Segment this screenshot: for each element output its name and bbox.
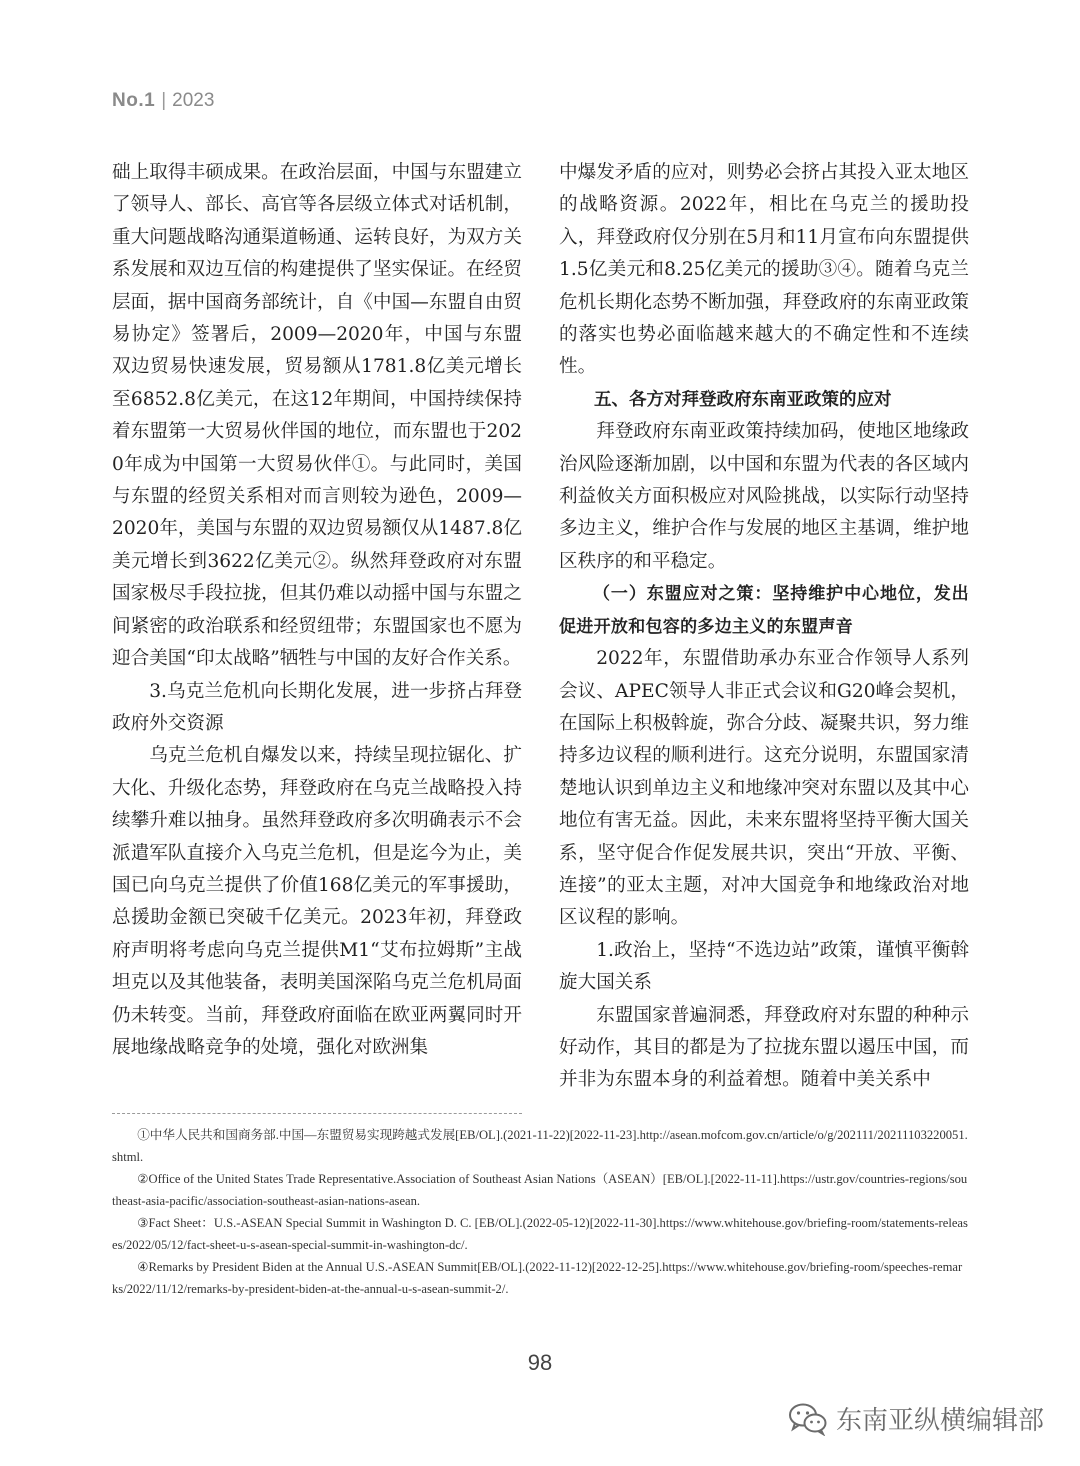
- header-separator: |: [161, 90, 167, 111]
- footnote: ②Office of the United States Trade Representative.Association of Southeast Asian Nations（ASEAN）[EB/OL].[2022-11-11].https://ustr.gov/countries-regions/southeast-asia-pacific/association-southeast-asian-nations-asean.: [112, 1172, 968, 1208]
- subsection-heading: （一）东盟应对之策：坚持维护中心地位，发出促进开放和包容的多边主义的东盟声音: [559, 584, 969, 637]
- section-subheading: 1.政治上，坚持“不选边站”政策，谨慎平衡斡旋大国关系: [559, 939, 969, 994]
- footnote: ③Fact Sheet：U.S.-ASEAN Special Summit in Washington D. C. [EB/OL].(2022-05-12)[2022-11-30].https://www.whitehouse.gov/briefing-room/statements-releases/2022/05/12/fact-sheet-u-s-asean-special-summit-in-washington-dc/.: [112, 1216, 968, 1252]
- footnote: ①中华人民共和国商务部.中国—东盟贸易实现跨越式发展[EB/OL].(2021-11-22)[2022-11-23].http://asean.mofcom.gov.cn/article/o/g/202111/20211103220051.shtml.: [112, 1128, 968, 1164]
- watermark-text: 东南亚纵横编辑部: [835, 1406, 1044, 1436]
- paragraph: 东盟国家普遍洞悉，拜登政府对东盟的种种示好动作，其目的都是为了拉拢东盟以遏压中国，而并非为东盟本身的利益着想。随着中美关系中: [559, 1004, 969, 1091]
- footnote-divider: [112, 1113, 522, 1114]
- page-number: 98: [527, 1350, 553, 1375]
- issue-year: 2023: [172, 90, 215, 111]
- right-column: [559, 157, 969, 1097]
- watermark: [788, 1400, 1044, 1437]
- paragraph: 础上取得丰硕成果。在政治层面，中国与东盟建立了领导人、部长、高官等各层级立体式对话机制，重大问题战略沟通渠道畅通、运转良好，为双方关系发展和双边互信的构建提供了坚实保证。在经贸层面，据中国商务部统计，自《中国—东盟自由贸易协定》签署后，2009—2020年，中国与东盟双边贸易快速发展，贸易额从1781.8亿美元增长至6852.8亿美元，在这12年期间，中国持续保持着东盟第一大贸易伙伴国的地位，而东盟也于2020年成为中国第一大贸易伙伴①。与此同时，美国与东盟的经贸关系相对而言则较为逊色，2009—2020年，美国与东盟的双边贸易额仅从1487.8亿美元增长到3622亿美元②。纵然拜登政府对东盟国家极尽手段拉拢，但其仍难以动摇中国与东盟之间紧密的政治联系和经贸纽带；东盟国家也不愿为迎合美国“印太战略”牺牲与中国的友好合作关系。: [112, 162, 522, 670]
- section-subheading: 3.乌克兰危机向长期化发展，进一步挤占拜登政府外交资源: [112, 680, 522, 734]
- journal-header: [112, 90, 214, 112]
- footnotes: [112, 1124, 968, 1300]
- paragraph: 2022年，东盟借助承办东亚合作领导人系列会议、APEC领导人非正式会议和G20峰会契机，在国际上积极斡旋，弥合分歧、凝聚共识，努力维持多边议程的顺利进行。这充分说明，东盟国家清楚地认识到单边主义和地缘冲突对东盟以及其中心地位有害无益。因此，未来东盟将坚持平衡大国关系，坚守促合作促发展共识，突出“开放、平衡、连接”的亚太主题，对冲大国竞争和地缘政治对地区议程的影响。: [559, 648, 969, 929]
- paragraph: 拜登政府东南亚政策持续加码，使地区地缘政治风险逐渐加剧，以中国和东盟为代表的各区域内利益攸关方面积极应对风险挑战，以实际行动坚持多边主义，维护合作与发展的地区主基调，维护地区秩序的和平稳定。: [559, 421, 969, 572]
- left-column: [112, 157, 522, 1064]
- wechat-icon: [788, 1402, 828, 1436]
- paragraph: 乌克兰危机自爆发以来，持续呈现拉锯化、扩大化、升级化态势，拜登政府在乌克兰战略投入持续攀升难以抽身。虽然拜登政府多次明确表示不会派遣军队直接介入乌克兰危机，但是迄今为止，美国已向乌克兰提供了价值168亿美元的军事援助，总援助金额已突破千亿美元。2023年初，拜登政府声明将考虑向乌克兰提供M1“艾布拉姆斯”主战坦克以及其他装备，表明美国深陷乌克兰危机局面仍未转变。当前，拜登政府面临在欧亚两翼同时开展地缘战略竞争的处境，强化对欧洲集: [112, 745, 522, 1058]
- section-heading: 五、各方对拜登政府东南亚政策的应对: [594, 389, 892, 410]
- issue-number: No.1: [112, 90, 156, 111]
- paragraph: 中爆发矛盾的应对，则势必会挤占其投入亚太地区的战略资源。2022年，相比在乌克兰的援助投入，拜登政府仅分别在5月和11月宣布向东盟提供1.5亿美元和8.25亿美元的援助③④。随着乌克兰危机长期化态势不断加强，拜登政府的东南亚政策的落实也势必面临越来越大的不确定性和不连续性。: [559, 162, 969, 378]
- footnote: ④Remarks by President Biden at the Annual U.S.-ASEAN Summit[EB/OL].(2022-11-12)[2022-12-25].https://www.whitehouse.gov/briefing-room/speeches-remarks/2022/11/12/remarks-by-president-biden-at-the-annual-u-s-asean-summit-2/.: [112, 1260, 963, 1296]
